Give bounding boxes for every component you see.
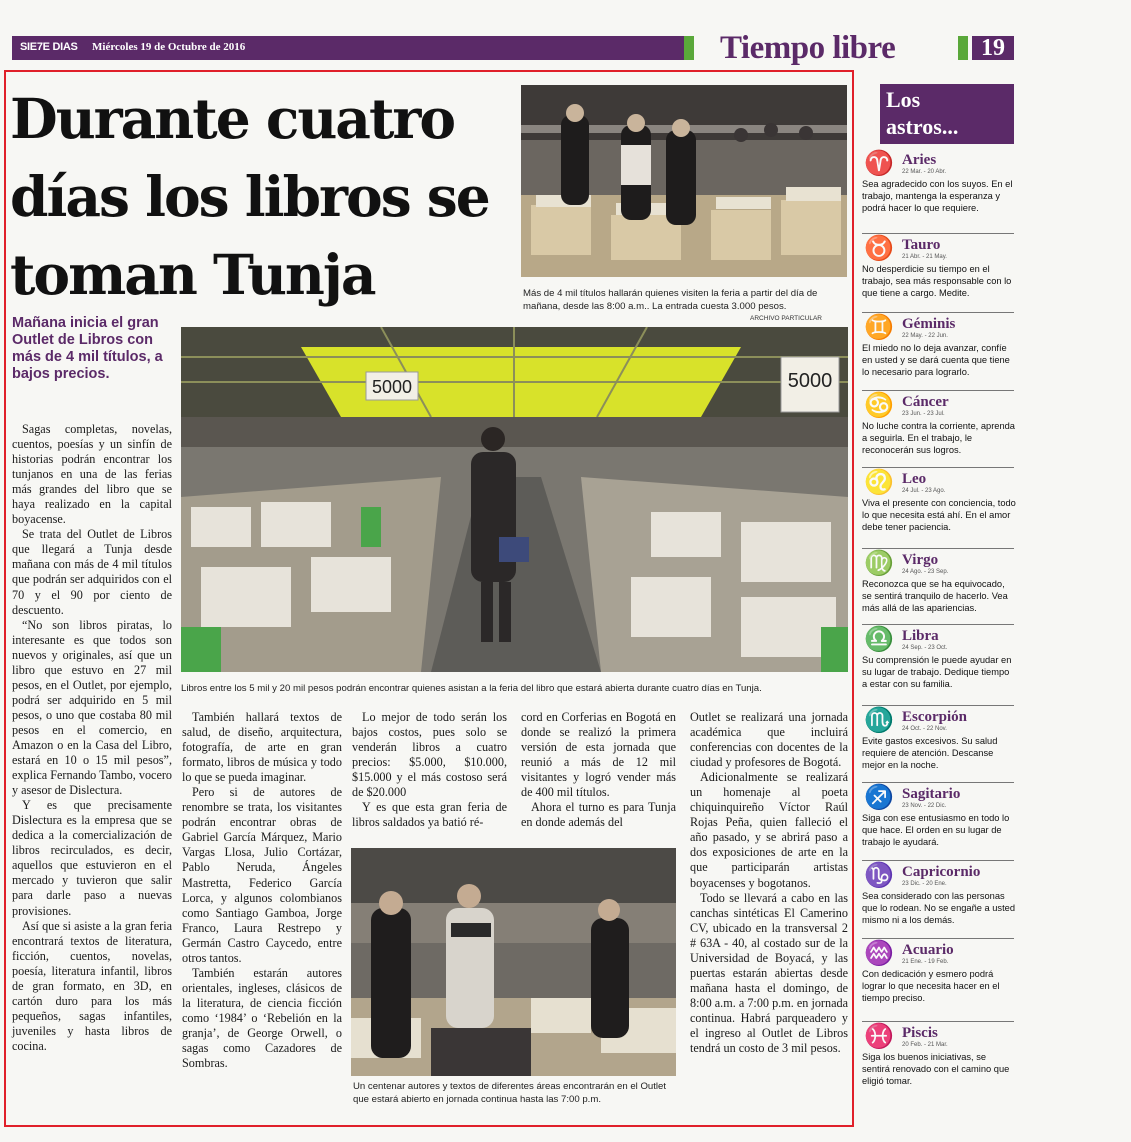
price-sign: 5000 bbox=[371, 377, 413, 397]
article-column-3 bbox=[352, 710, 507, 830]
sign-dates: 24 Oct. - 22 Nov. bbox=[902, 726, 947, 732]
article-column-4 bbox=[521, 710, 676, 830]
sign-text: Con dedicación y esmero podrá lograr lo que necesita hacer en el tiempo preciso. bbox=[862, 969, 1000, 1003]
paragraph: También hallará textos de salud, de diseño, arquitectura, fotografía, de arte en gran formato, libros de música y todo lo que se pueda imaginar. bbox=[182, 710, 342, 785]
divider bbox=[862, 312, 1014, 313]
paragraph: cord en Corferias en Bogotá en donde se realizó la primera versión de esta jornada que reunió a más de 12 mil visitantes y logró vender más de 400 mil títulos. bbox=[521, 710, 676, 800]
leo-icon: ♌ bbox=[864, 470, 894, 496]
sign-dates: 22 Mar. - 20 Abr. bbox=[902, 169, 947, 175]
header-accent bbox=[958, 36, 968, 60]
header-bar bbox=[12, 36, 684, 60]
divider bbox=[862, 860, 1014, 861]
sign-name: Cáncer bbox=[902, 394, 949, 410]
sign-name: Virgo bbox=[902, 552, 939, 568]
sign-dates: 21 Ene. - 19 Feb. bbox=[902, 959, 949, 965]
sign-text: No luche contra la corriente, aprenda a seguirla. En el trabajo, le reconocerán sus logros. bbox=[862, 421, 1015, 455]
issue-date: Miércoles 19 de Octubre de 2016 bbox=[92, 41, 246, 53]
headline-line: toman Tunja bbox=[10, 242, 375, 307]
paragraph: “No son libros piratas, lo interesante es que todos son nuevos y originales, así que un libro que estuvo en 27 mil pesos, en el Outlet, por ejemplo, podrá ser adquirido en 5 mil pesos, o uno que costaba 80 mil pesos en el comercio, en Amazon o en la Casa del Libro, estará en 10 o 15 mil pesos”, explica Fernando Tambo, vocero y asesor de Dislectura. bbox=[12, 617, 173, 798]
photo-visitors-browsing bbox=[351, 848, 676, 1076]
article-lead: Mañana inicia el gran Outlet de Libros con más de 4 mil títulos, a bajos precios. bbox=[12, 315, 163, 382]
headline-line: días los libros se bbox=[10, 164, 489, 229]
sign-dates: 20 Feb. - 21 Mar. bbox=[902, 1042, 948, 1048]
sign-text: Reconozca que se ha equivocado, se sentirá tranquilo de hacerlo. Vea más allá de las apariencias. bbox=[862, 579, 1008, 613]
sign-text: Siga los buenos iniciativas, se sentirá renovado con el camino que eligió tomar. bbox=[862, 1052, 1010, 1086]
divider bbox=[862, 705, 1014, 706]
capricorn-icon: ♑ bbox=[864, 863, 894, 889]
article-column-1 bbox=[12, 422, 172, 1054]
headline-line: Durante cuatro bbox=[10, 86, 455, 151]
photo-caption: Libros entre los 5 mil y 20 mil pesos podrán encontrar quienes asistan a la feria del libro que estará abierta durante cuatro días en Tunja. bbox=[181, 683, 762, 694]
sign-dates: 24 Ago. - 23 Sep. bbox=[902, 569, 949, 575]
aries-icon: ♈ bbox=[864, 151, 894, 177]
headline bbox=[10, 80, 520, 314]
horoscope-title bbox=[880, 84, 1014, 144]
sign-name: Capricornio bbox=[902, 864, 981, 880]
sign-text: Viva el presente con conciencia, todo lo que necesita está ahí. En el amor debe tener paciencia. bbox=[862, 498, 1016, 532]
sign-text: Su comprensión le puede ayudar en su lugar de trabajo. Dedique tiempo a estar con su familia. bbox=[862, 655, 1012, 689]
divider bbox=[862, 624, 1014, 625]
sign-name: Leo bbox=[902, 471, 927, 487]
photo-book-fair-crowd bbox=[521, 85, 847, 277]
taurus-icon: ♉ bbox=[864, 236, 894, 262]
sign-text: Sea considerado con las personas que lo rodean. No se engañe a usted mismo ni a los demás. bbox=[862, 891, 1015, 925]
paragraph: Y es que precisamente Dislectura es la empresa que se dedica a la comercialización de libros recirculados, es decir, aquellos que estuvieron en el mercado y tuvieron que salir para darle paso a nuevas provisiones. bbox=[12, 798, 172, 918]
sign-name: Libra bbox=[902, 628, 939, 644]
sign-text: Siga con ese entusiasmo en todo lo que hace. El orden en su lugar de trabajo le ayudará. bbox=[862, 813, 1010, 847]
paragraph: Ahora el turno es para Tunja en donde además del bbox=[521, 800, 676, 830]
pisces-icon: ♓ bbox=[864, 1024, 894, 1050]
photo-book-warehouse bbox=[181, 327, 848, 672]
sign-dates: 23 Nov. - 22 Dic. bbox=[902, 803, 947, 809]
divider bbox=[862, 1021, 1014, 1022]
sign-text: El miedo no lo deja avanzar, confíe en usted y se dará cuenta que tiene lo necesario para lograrlo. bbox=[862, 343, 1010, 377]
sign-dates: 21 Abr. - 21 May. bbox=[902, 254, 947, 260]
sign-dates: 24 Jul. - 23 Ago. bbox=[902, 488, 946, 494]
sign-text: Sea agradecido con los suyos. En el trabajo, mantenga la esperanza y podrá hacer lo que requiere. bbox=[862, 179, 1013, 213]
sign-name: Tauro bbox=[902, 237, 941, 253]
sign-name: Escorpión bbox=[902, 709, 968, 725]
sign-dates: 23 Dic. - 20 Ene. bbox=[902, 881, 947, 887]
sign-name: Sagitario bbox=[902, 786, 961, 802]
photo-caption: Un centenar autores y textos de diferentes áreas encontrarán en el Outlet que estará abierto en jornada continua hasta las 7:00 p.m. bbox=[353, 1081, 667, 1105]
paragraph: Se trata del Outlet de Libros que llegará a Tunja desde mañana con más de 4 mil títulos que podrán ser adquiridos con el 70 y el 90 por ciento de descuento. bbox=[12, 527, 172, 617]
paragraph: Pero si de autores de renombre se trata, los visitantes podrán encontrar obras de Gabriel García Márquez, Mario Vargas Llosa, Julio Cortázar, Pablo Neruda, Ángeles Mastretta, Federico García Lorca, y algunos colombianos como Santiago Gamboa, Jorge Franco, Laura Restrepo y Germán Castro Caycedo, entre otros tantos. bbox=[182, 785, 342, 965]
paragraph: Sagas completas, novelas, cuentos, poesías y un sinfín de historias podrán encontrar los tunjanos en una de las ferias más grandes del libro que se haya realizado en la capital boyacense. bbox=[12, 422, 172, 527]
gemini-icon: ♊ bbox=[864, 315, 894, 341]
sign-dates: 24 Sep. - 23 Oct. bbox=[902, 645, 948, 651]
section-title: Tiempo libre bbox=[720, 30, 896, 66]
libra-icon: ♎ bbox=[864, 627, 894, 653]
article-column-2 bbox=[182, 710, 342, 1071]
aquarius-icon: ♒ bbox=[864, 941, 894, 967]
section-name: SIE7E DIAS bbox=[20, 41, 78, 53]
scorpio-icon: ♏ bbox=[864, 708, 894, 734]
sign-name: Géminis bbox=[902, 316, 956, 332]
paragraph: Todo se llevará a cabo en las canchas sintéticas El Camerino CV, ubicado en la transversal 2 # 63A - 40, al costado sur de la Universidad de Boyacá, y las puertas estarán abiertas desde mañana hasta el domingo, de 8:00 a.m. a 7:00 p.m. en jornada continua. Habrá parqueadero y el ingreso al Outlet de Libros tendrá un costo de 3 mil pesos. bbox=[690, 890, 848, 1056]
divider bbox=[862, 233, 1014, 234]
virgo-icon: ♍ bbox=[864, 551, 894, 577]
header-accent bbox=[684, 36, 694, 60]
sign-name: Aries bbox=[902, 152, 937, 168]
sign-name: Acuario bbox=[902, 942, 954, 958]
photo-caption: Más de 4 mil títulos hallarán quienes visiten la feria a partir del día de mañana, desde las 8:00 a.m.. La entrada cuesta 3.000 pesos. bbox=[523, 288, 818, 312]
paragraph: También estarán autores orientales, ingleses, clásicos de la literatura, de ciencia ficción como ‘1984’ o ‘Rebelión en la granja’, de George Orwell, o sagas como Cazadores de Sombras. bbox=[182, 965, 342, 1071]
divider bbox=[862, 782, 1014, 783]
paragraph: Y es que esta gran feria de libros saldados ya batió ré- bbox=[352, 800, 507, 830]
price-sign: 5000 bbox=[787, 370, 833, 392]
paragraph: Así que si asiste a la gran feria encontrará textos de literatura, ficción, cuentos, novelas, poesía, literatura infantil, libros de gran formato, en 3D, en cartón duro para los más pequeños, sagas infantiles, juveniles y hasta libros de cocina. bbox=[12, 918, 172, 1053]
photo-credit: ARCHIVO PARTICULAR bbox=[750, 315, 822, 322]
sagittarius-icon: ♐ bbox=[864, 785, 894, 811]
sign-dates: 22 May. - 22 Jun. bbox=[902, 333, 948, 339]
page-number: 19 bbox=[972, 36, 1014, 60]
paragraph: Lo mejor de todo serán los bajos costos, pues solo se venderán libros a cuatro precios: $5.000, $10.000, $15.000 y el más costoso será de $20.000 bbox=[352, 710, 507, 800]
paragraph: Adicionalmente se realizará un homenaje al poeta chiquinquireño Víctor Raúl Rojas Peña, quien falleció el año pasado, y se abrirá paso a dos exposiciones de arte en la que participarán artistas boyacenses y bogotanos. bbox=[690, 770, 848, 890]
horoscope-title-text: Los astros... bbox=[886, 87, 959, 139]
cancer-icon: ♋ bbox=[864, 393, 894, 419]
sign-text: No desperdicie su tiempo en el trabajo, sea más responsable con lo que tiene a cargo. Medite. bbox=[862, 264, 1012, 298]
sign-name: Piscis bbox=[902, 1025, 938, 1041]
article-column-5 bbox=[690, 710, 848, 1056]
sign-dates: 23 Jun. - 23 Jul. bbox=[902, 411, 945, 417]
sign-text: Evite gastos excesivos. Su salud requiere de atención. Descanse mejor en la noche. bbox=[862, 736, 998, 770]
divider bbox=[862, 548, 1014, 549]
paragraph: Outlet se realizará una jornada académica que incluirá conferencias con docentes de la ciudad y profesores de Bogotá. bbox=[690, 710, 848, 770]
divider bbox=[862, 938, 1014, 939]
divider bbox=[862, 390, 1014, 391]
divider bbox=[862, 467, 1014, 468]
